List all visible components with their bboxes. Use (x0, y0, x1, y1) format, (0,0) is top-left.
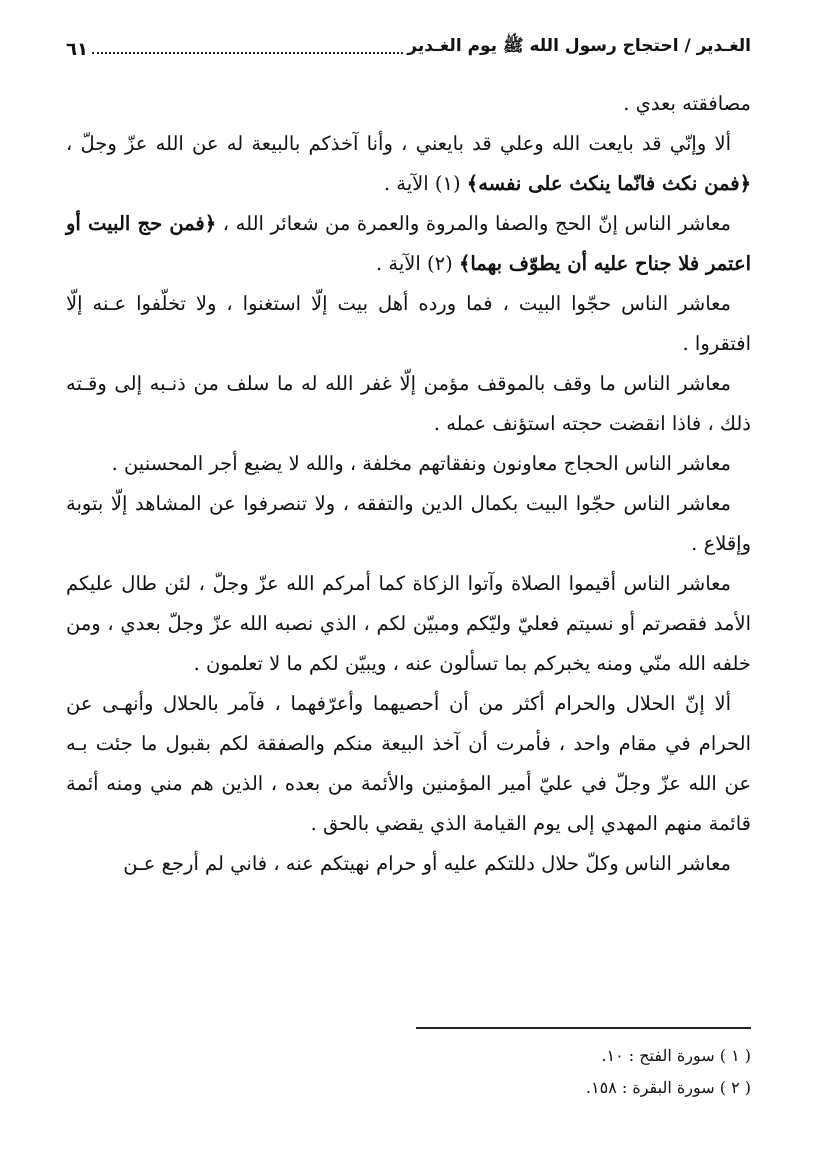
running-header (66, 30, 751, 60)
paragraph (66, 844, 751, 884)
paragraph (66, 284, 751, 364)
paragraph-text: معاشر الناس حجّوا البيت بكمال الدين والتفقه ، ولا تنصرفوا عن المشاهد إلّا بتوبة وإقلاع . (66, 492, 751, 555)
paragraph (66, 444, 751, 484)
paragraph-text: مصافقته بعدي . (623, 92, 751, 115)
footnote-2: ( ٢ ) سورة البقرة : ١٥٨. (585, 1078, 751, 1097)
header-title: الغـدير / احتجاج رسول الله ﷺ يوم الغـدير (407, 36, 751, 56)
quran-quote: ﴿فمن حج البيت أو اعتمر فلا جناح عليه أن يطوّف بهما﴾ (66, 212, 751, 275)
footnote-divider (416, 1027, 751, 1029)
paragraph-text: (٢) الآية . (376, 252, 459, 275)
paragraph-text: (١) الآية . (383, 172, 467, 195)
paragraph (66, 204, 751, 284)
page-body-text (66, 84, 751, 884)
footnotes (66, 1040, 751, 1104)
paragraph (66, 564, 751, 684)
paragraph-text: معاشر الناس أقيموا الصلاة وآتوا الزكاة كما أمركم الله عزّ وجلّ ، لئن طال عليكم الأمد فقصرتم أو نسيتم فعليّ وليّكم ومبيّن لكم ، الذي نصبه الله عزّ وجلّ بعدي ، ومن خلفه الله منّي ومنه يخبركم بما تسألون عنه ، ويبيّن لكم ما لا تعلمون . (66, 572, 751, 675)
paragraph-text: معاشر الناس إنّ الحج والصفا والمروة والعمرة من شعائر الله ، (216, 212, 731, 235)
paragraph-text: معاشر الناس وكلّ حلال دللتكم عليه أو حرام نهيتكم عنه ، فاني لم أرجع عـن (123, 852, 731, 875)
header-leader-dots (92, 52, 403, 54)
paragraph (66, 84, 751, 124)
paragraph (66, 484, 751, 564)
paragraph (66, 364, 751, 444)
paragraph (66, 684, 751, 844)
paragraph (66, 124, 751, 204)
paragraph-text: معاشر الناس حجّوا البيت ، فما ورده أهل بيت إلّا استغنوا ، ولا تخلّفوا عـنه إلّا افتقروا . (66, 292, 751, 355)
paragraph-text: معاشر الناس الحجاج معاونون ونفقاتهم مخلفة ، والله لا يضيع أجر المحسنين . (111, 452, 731, 475)
page-number: ٦١ (66, 39, 88, 60)
footnote-1: ( ١ ) سورة الفتح : ١٠. (601, 1046, 751, 1065)
paragraph-text: معاشر الناس ما وقف بالموقف مؤمن إلّا غفر الله له ما سلف من ذنـبه إلى وقـته ذلك ، فاذا انقضت حجته استؤنف عمله . (66, 372, 751, 435)
paragraph-text: ألا وإنّي قد بايعت الله وعلي قد بايعني ، وأنا آخذكم بالبيعة له عن الله عزّ وجلّ ، (66, 132, 731, 155)
quran-quote: ﴿فمن نكث فانّما ينكث على نفسه﴾ (466, 172, 751, 195)
paragraph-text: ألا إنّ الحلال والحرام أكثر من أن أحصيهما وأعرّفهما ، فآمر بالحلال وأنهـى عن الحرام في مقام واحد ، فأمرت أن آخذ البيعة منكم والصفقة لكم بقبول ما جئت بـه عن الله عزّ وجلّ في عليّ أمير المؤمنين والأئمة من بعده ، الذين هم مني ومنه أئمة قائمة منهم المهدي إلى يوم القيامة الذي يقضي بالحق . (66, 692, 751, 835)
